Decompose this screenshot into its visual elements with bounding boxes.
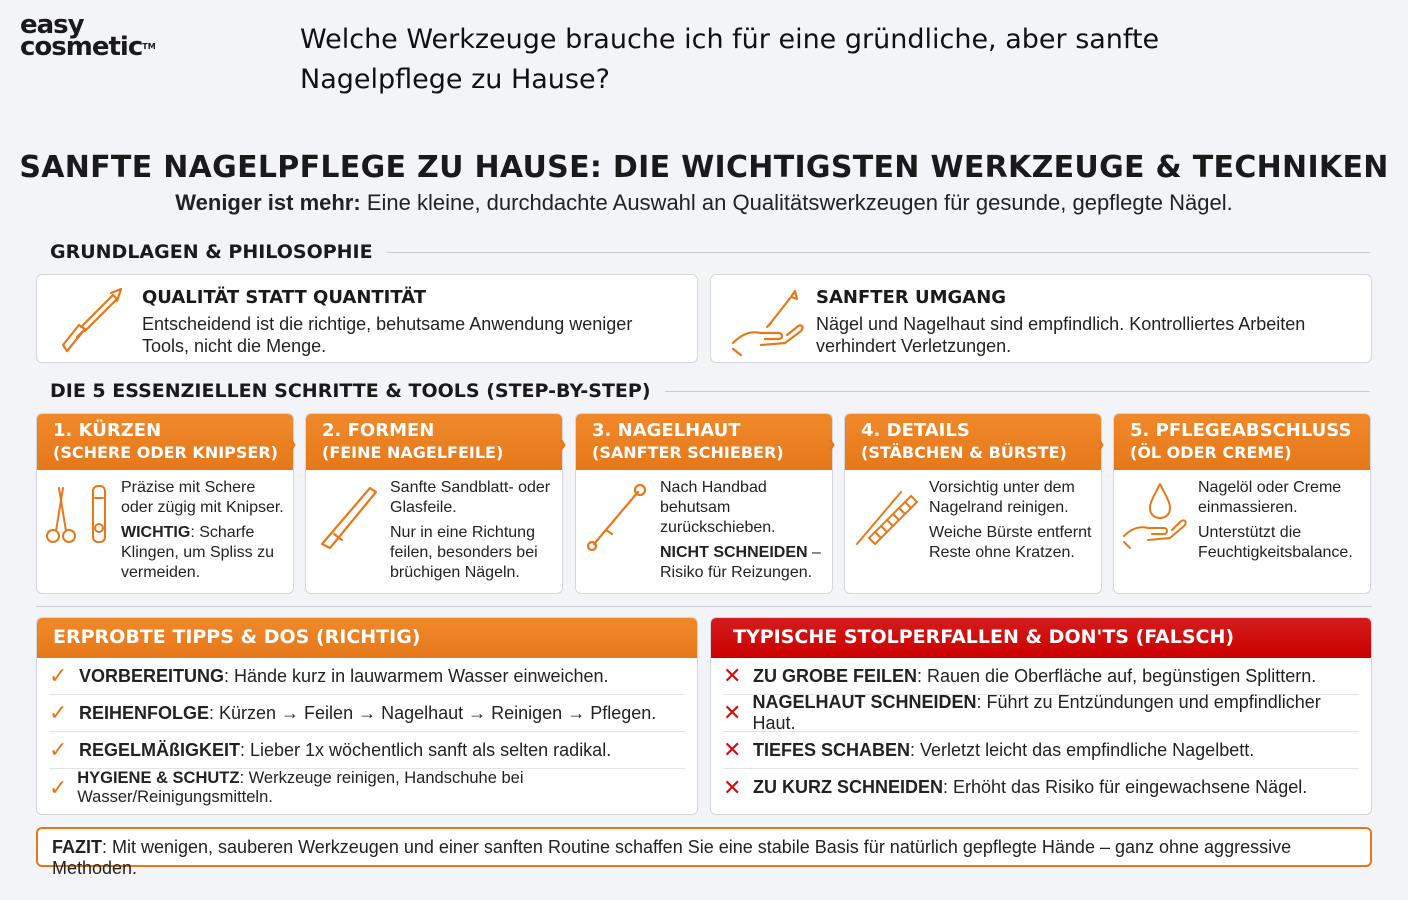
logo-line1: easy	[20, 10, 84, 40]
hand-tool-icon	[729, 287, 809, 357]
question-heading: Welche Werkzeuge brauche ich für eine gründliche, aber sanfte Nagelpflege zu Hause?	[300, 24, 1160, 95]
page-title: SANFTE NAGELPFLEGE ZU HAUSE: DIE WICHTIGSTEN WERKZEUGE & TECHNIKEN	[19, 150, 1389, 185]
card-gentle	[710, 274, 1372, 363]
cross-icon: ✕	[723, 700, 742, 725]
chevron-right-icon: ›	[288, 428, 297, 458]
cross-icon: ✕	[723, 663, 742, 688]
nail-file-icon	[312, 478, 384, 558]
dos-panel-title: ERPROBTE TIPPS & DOS (RICHTIG)	[37, 618, 697, 658]
step-text: Nagelöl oder Creme einmassieren. Unterstützt die Feuchtigkeitsbalance.	[1198, 479, 1353, 561]
check-icon: ✓	[49, 774, 68, 800]
list-item: ✕ NAGELHAUT SCHNEIDEN: Führt zu Entzündungen und empfindlicher Haut.	[723, 695, 1359, 732]
list-item: ✕ TIEFES SCHABEN: Verletzt leicht das empfindliche Nagelbett.	[723, 732, 1359, 769]
scissors-clipper-icon	[43, 478, 115, 558]
check-icon: ✓	[49, 700, 68, 725]
list-item: ✓ REIHENFOLGE: Kürzen → Feilen → Nagelhaut → Reinigen → Pflegen.	[49, 695, 685, 732]
step-header: 1. KÜRZEN (SCHERE ODER KNIPSER)	[37, 414, 293, 470]
chevron-right-icon: ›	[827, 428, 836, 458]
brush-stick-icon	[851, 478, 923, 558]
step-card-2	[305, 413, 563, 594]
card-text: Nägel und Nagelhaut sind empfindlich. Kontrolliertes Arbeiten verhindert Verletzungen.	[816, 314, 1306, 356]
step-text: Vorsichtig unter dem Nagelrand reinigen. Weiche Bürste entfernt Reste ohne Kratzen.	[929, 479, 1092, 561]
section-heading-steps: DIE 5 ESSENZIELLEN SCHRITTE & TOOLS (STEP-BY-STEP)	[50, 380, 1370, 402]
logo-tm: TM	[142, 42, 156, 51]
list-item: ✓ VORBEREITUNG: Hände kurz in lauwarmem Wasser einweichen.	[49, 658, 685, 695]
divider	[36, 606, 1372, 607]
step-header: 4. DETAILS (STÄBCHEN & BÜRSTE)	[845, 414, 1101, 470]
oil-drop-hand-icon	[1120, 478, 1192, 558]
logo	[20, 10, 156, 62]
conclusion-box: FAZIT: Mit wenigen, sauberen Werkzeugen und einer sanften Routine schaffen Sie eine stabile Basis für natürlich gepflegte Hände – ganz ohne aggressive Methoden.	[36, 827, 1372, 867]
step-card-3	[575, 413, 833, 594]
cuticle-pusher-icon	[55, 287, 135, 357]
donts-panel-title: TYPISCHE STOLPERFALLEN & DON'TS (FALSCH)	[711, 618, 1371, 658]
cross-icon: ✕	[723, 737, 742, 762]
step-header: 3. NAGELHAUT (SANFTER SCHIEBER)	[576, 414, 832, 470]
list-item: ✕ ZU KURZ SCHNEIDEN: Erhöht das Risiko für eingewachsene Nägel.	[723, 774, 1308, 800]
step-card-5	[1113, 413, 1371, 594]
chevron-right-icon: ›	[1096, 428, 1105, 458]
step-text: Nach Handbad behutsam zurückschieben. NICHT SCHNEIDEN – Risiko für Reizungen.	[660, 479, 821, 581]
step-text: Sanfte Sandblatt- oder Glasfeile. Nur in eine Richtung feilen, besonders bei brüchigen Nägeln.	[390, 479, 551, 581]
pusher-icon	[582, 478, 654, 558]
card-title: QUALITÄT STATT QUANTITÄT	[142, 287, 427, 308]
check-icon: ✓	[49, 737, 68, 762]
step-card-4	[844, 413, 1102, 594]
list-item: ✓ HYGIENE & SCHUTZ: Werkzeuge reinigen, Handschuhe bei Wasser/Reinigungsmitteln.	[49, 768, 524, 806]
step-card-1	[36, 413, 294, 594]
card-title: SANFTER UMGANG	[816, 287, 1007, 308]
chevron-right-icon: ›	[558, 428, 567, 458]
section-heading-basics: GRUNDLAGEN & PHILOSOPHIE	[50, 241, 1370, 263]
dos-panel	[36, 617, 698, 815]
card-text: Entscheidend ist die richtige, behutsame Anwendung weniger Tools, nicht die Menge.	[142, 314, 633, 356]
donts-panel	[710, 617, 1372, 815]
check-icon: ✓	[49, 663, 68, 688]
list-item: ✕ ZU GROBE FEILEN: Rauen die Oberfläche auf, begünstigen Splittern.	[723, 658, 1359, 695]
list-item: ✓ REGELMÄßIGKEIT: Lieber 1x wöchentlich sanft als selten radikal.	[49, 732, 685, 769]
page-subtitle: Weniger ist mehr: Eine kleine, durchdachte Auswahl an Qualitätswerkzeugen für gesunde, gepflegte Nägel.	[175, 190, 1233, 215]
card-quality	[36, 274, 698, 363]
cross-icon: ✕	[723, 774, 742, 800]
step-header: 5. PFLEGEABSCHLUSS (ÖL ODER CREME)	[1114, 414, 1370, 470]
step-header: 2. FORMEN (FEINE NAGELFEILE)	[306, 414, 562, 470]
logo-line2: cosmetic™	[20, 32, 156, 62]
step-text: Präzise mit Schere oder zügig mit Knipser. WICHTIG: Scharfe Klingen, um Spliss zu vermeiden.	[121, 479, 284, 581]
